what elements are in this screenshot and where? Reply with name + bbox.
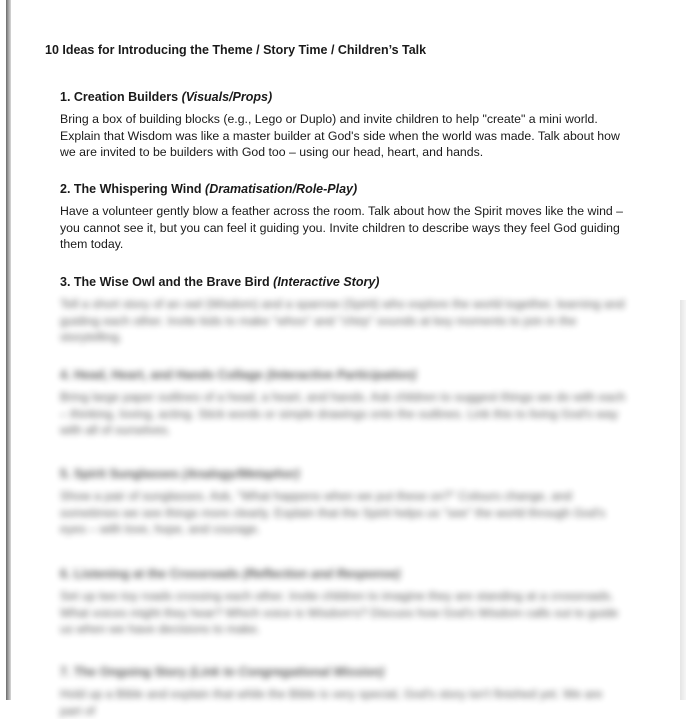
idea-4 — [60, 367, 626, 439]
idea-title: 6. Listening at the Crossroads — [60, 567, 240, 581]
idea-category: (Interactive Story) — [273, 275, 380, 289]
idea-category: (Reflection and Response) — [242, 567, 401, 581]
idea-heading — [60, 181, 626, 197]
idea-body: Show a pair of sunglasses. Ask, "What happens when we put these on?" Colours change, and sometimes we see things more clearly. Explain that the Spirit helps us "see" the world through God's eyes – with love, hope, and courage. — [60, 489, 606, 536]
idea-category: (Interactive Participation) — [266, 368, 417, 382]
idea-body: Set up two toy roads crossing each other. Invite children to imagine they are standing at a crossroads. What voices might they hear? Which voice is Wisdom's? Discuss how God's Wisdom calls out to guide us when we have decisions to make. — [60, 589, 619, 636]
idea-title: 1. Creation Builders — [60, 90, 179, 104]
idea-heading — [60, 89, 626, 105]
idea-body: Hold up a Bible and explain that while the Bible is very special, God's story isn't finished yet. We are part of — [60, 687, 603, 718]
idea-6 — [60, 566, 626, 638]
idea-body: Have a volunteer gently blow a feather across the room. Talk about how the Spirit moves like the wind – you cannot see it, but you can feel it guiding you. Invite children to describe ways they feel God guiding them today. — [60, 204, 623, 251]
document-page — [11, 0, 680, 718]
idea-body: Tell a short story of an owl (Wisdom) and a sparrow (Spirit) who explore the world together, learning and guiding each other. Invite kids to make "whoo" and "chirp" sounds at key moments to join in the storytelling. — [60, 297, 625, 344]
idea-category: (Link to Congregational Mission) — [189, 665, 385, 679]
idea-heading — [60, 664, 626, 680]
idea-title: 7. The Ongoing Story — [60, 665, 187, 679]
idea-heading — [60, 566, 626, 582]
idea-7 — [60, 664, 626, 719]
idea-heading — [60, 466, 626, 482]
idea-heading — [60, 367, 626, 383]
page-right-shadow — [680, 300, 686, 700]
idea-heading — [60, 274, 626, 290]
idea-category: (Dramatisation/Role-Play) — [205, 182, 358, 196]
idea-body: Bring a box of building blocks (e.g., Lego or Duplo) and invite children to help "create" a mini world. Explain that Wisdom was like a master builder at God's side when the world was made. Talk about how we are invited to be builders with God too – using our head, heart, and hands. — [60, 112, 620, 159]
idea-2 — [60, 181, 626, 253]
idea-3 — [60, 274, 626, 346]
document-title: 10 Ideas for Introducing the Theme / Story Time / Children’s Talk — [45, 43, 427, 57]
idea-body: Bring large paper outlines of a head, a heart, and hands. Ask children to suggest things we do with each – thinking, loving, acting. Stick words or simple drawings onto the outlines. Link this to living God's way with all of ourselves. — [60, 390, 626, 437]
idea-title: 5. Spirit Sunglasses — [60, 467, 179, 481]
idea-title: 2. The Whispering Wind — [60, 182, 202, 196]
idea-category: (Analogy/Metaphor) — [182, 467, 300, 481]
idea-1 — [60, 89, 626, 161]
idea-category: (Visuals/Props) — [181, 90, 273, 104]
idea-5 — [60, 466, 626, 538]
idea-title: 4. Head, Heart, and Hands Collage — [60, 368, 263, 382]
idea-title: 3. The Wise Owl and the Brave Bird — [60, 275, 270, 289]
